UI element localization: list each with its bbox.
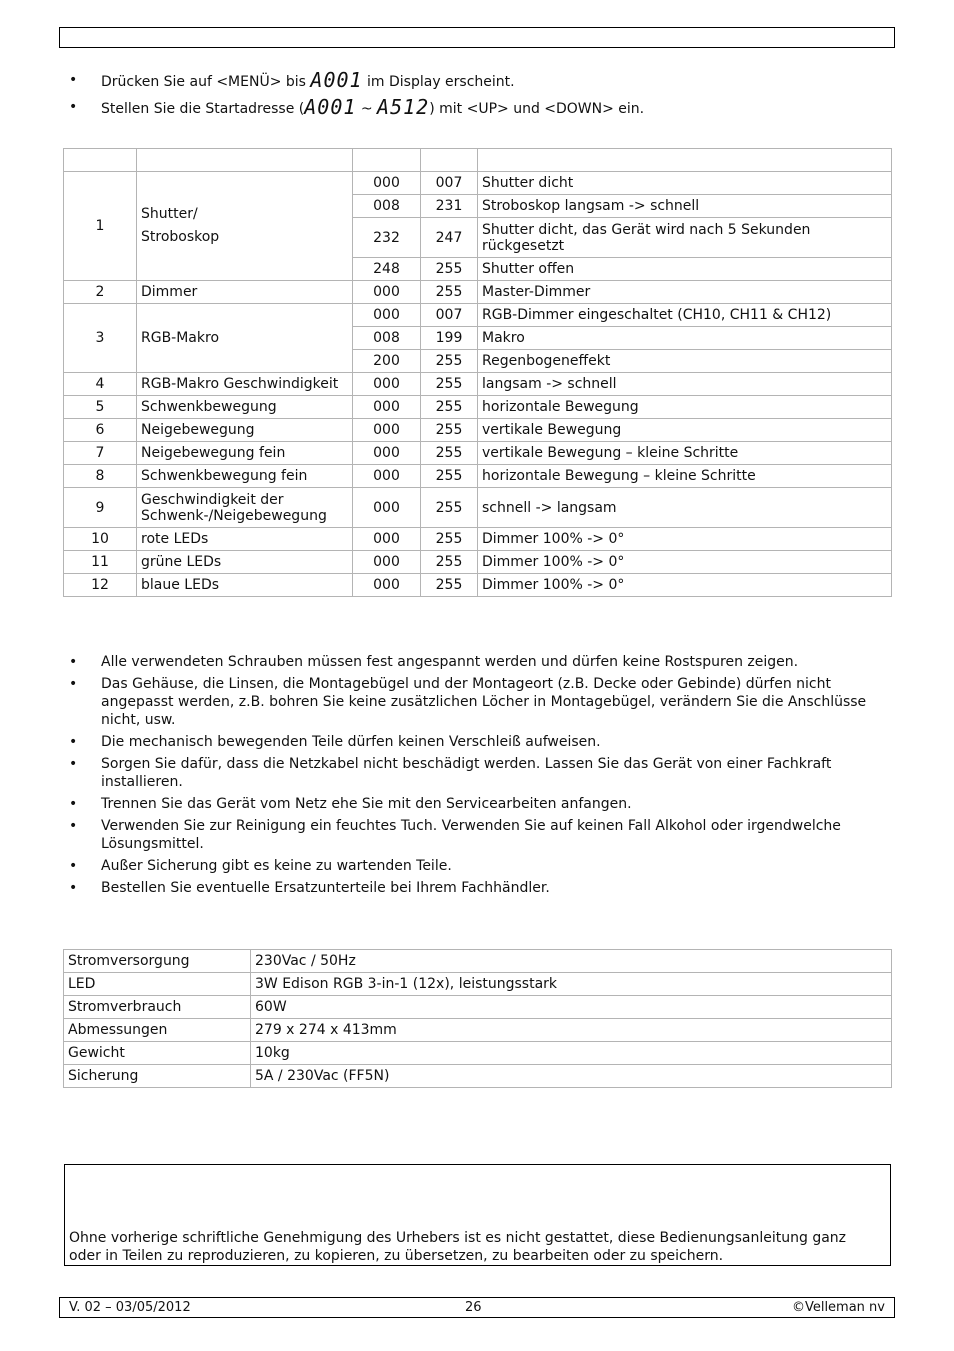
bullet-marker: • xyxy=(69,818,78,834)
range-to-cell: 255 xyxy=(421,442,478,465)
page-footer xyxy=(59,1297,895,1318)
function-cell xyxy=(137,551,353,574)
description-cell: Shutter offen xyxy=(478,258,892,281)
table-row xyxy=(64,396,892,419)
bullet-text: ) mit <UP> und <DOWN> ein. xyxy=(429,101,645,117)
function-line: Schwenkbewegung xyxy=(141,399,277,415)
list-item xyxy=(64,755,890,791)
dmx-channel-table xyxy=(63,148,892,597)
bullet-marker: • xyxy=(69,676,78,692)
range-to-cell: 199 xyxy=(421,327,478,350)
list-item xyxy=(64,817,890,853)
table-row xyxy=(64,1042,892,1065)
table-row xyxy=(64,1019,892,1042)
description-cell: langsam -> schnell xyxy=(478,373,892,396)
description-cell: Shutter dicht xyxy=(478,172,892,195)
spec-label-cell: Stromversorgung xyxy=(64,950,251,973)
description-cell: Dimmer 100% -> 0° xyxy=(478,574,892,597)
channel-number-cell: 9 xyxy=(64,488,137,528)
description-cell: RGB-Dimmer eingeschaltet (CH10, CH11 & CH12) xyxy=(478,304,892,327)
table-row xyxy=(64,996,892,1019)
spec-value-cell: 10kg xyxy=(251,1042,892,1065)
range-from-cell: 000 xyxy=(353,304,421,327)
channel-number-cell: 4 xyxy=(64,373,137,396)
range-from-cell: 000 xyxy=(353,574,421,597)
function-cell xyxy=(137,488,353,528)
function-cell xyxy=(137,281,353,304)
range-to-cell: 247 xyxy=(421,218,478,258)
function-line: Shutter/ xyxy=(141,206,198,222)
function-line: rote LEDs xyxy=(141,531,209,547)
bullet-marker: • xyxy=(69,880,78,896)
function-cell xyxy=(137,304,353,373)
spec-label-cell: Stromverbrauch xyxy=(64,996,251,1019)
description-cell: schnell -> langsam xyxy=(478,488,892,528)
maintenance-bullet-list xyxy=(64,653,890,901)
range-to-cell: 007 xyxy=(421,304,478,327)
bullet-text: Stellen Sie die Startadresse ( xyxy=(101,101,305,117)
spec-label-cell: Abmessungen xyxy=(64,1019,251,1042)
lcd-display-text: A001 xyxy=(304,95,357,119)
bullet-marker: • xyxy=(69,796,78,812)
range-from-cell: 000 xyxy=(353,488,421,528)
list-item xyxy=(64,675,890,729)
bullet-marker: • xyxy=(69,72,78,88)
bullet-text: Trennen Sie das Gerät vom Netz ehe Sie mit den Servicearbeiten anfangen. xyxy=(101,796,632,812)
copyright-box xyxy=(64,1164,891,1266)
channel-number-cell: 3 xyxy=(64,304,137,373)
range-to-cell: 255 xyxy=(421,350,478,373)
function-line: Schwenkbewegung fein xyxy=(141,468,308,484)
table-row xyxy=(64,973,892,996)
intro-bullet-list xyxy=(64,68,884,119)
range-from-cell: 008 xyxy=(353,327,421,350)
description-cell: Makro xyxy=(478,327,892,350)
table-row xyxy=(64,950,892,973)
footer-page-number: 26 xyxy=(465,1300,482,1315)
table-row xyxy=(64,551,892,574)
spec-label-cell: Sicherung xyxy=(64,1065,251,1088)
bullet-text: Sorgen Sie dafür, dass die Netzkabel nicht beschädigt werden. Lassen Sie das Gerät von einer Fachkraft installieren. xyxy=(101,756,832,790)
footer-version: V. 02 – 03/05/2012 xyxy=(69,1300,191,1315)
range-to-cell: 231 xyxy=(421,195,478,218)
function-line: Neigebewegung fein xyxy=(141,445,286,461)
bullet-marker: • xyxy=(69,858,78,874)
spec-value-cell: 3W Edison RGB 3-in-1 (12x), leistungsstark xyxy=(251,973,892,996)
bullet-text: ~ xyxy=(356,101,378,117)
bullet-text: Außer Sicherung gibt es keine zu wartenden Teile. xyxy=(101,858,452,874)
channel-number-cell: 11 xyxy=(64,551,137,574)
range-from-cell: 200 xyxy=(353,350,421,373)
function-cell xyxy=(137,373,353,396)
header-cell xyxy=(353,149,421,172)
specs-table-body xyxy=(64,950,892,1088)
bullet-marker: • xyxy=(69,99,78,115)
function-cell xyxy=(137,465,353,488)
range-to-cell: 255 xyxy=(421,258,478,281)
table-row xyxy=(64,488,892,528)
range-from-cell: 232 xyxy=(353,218,421,258)
function-line: Neigebewegung xyxy=(141,422,255,438)
function-line: grüne LEDs xyxy=(141,554,222,570)
bullet-marker: • xyxy=(69,734,78,750)
range-from-cell: 000 xyxy=(353,373,421,396)
bullet-text: Die mechanisch bewegenden Teile dürfen keinen Verschleiß aufweisen. xyxy=(101,734,601,750)
function-line: Dimmer xyxy=(141,284,198,300)
bullet-text: Alle verwendeten Schrauben müssen fest angespannt werden und dürfen keine Rostspuren zeigen. xyxy=(101,654,799,670)
lcd-display-text: A512 xyxy=(377,95,430,119)
channel-number-cell: 8 xyxy=(64,465,137,488)
range-from-cell: 000 xyxy=(353,465,421,488)
function-line: Schwenk-/Neigebewegung xyxy=(141,507,327,524)
table-row xyxy=(64,528,892,551)
list-item xyxy=(64,879,890,897)
bullet-text: Verwenden Sie zur Reinigung ein feuchtes Tuch. Verwenden Sie auf keinen Fall Alkohol oder irgendwelche Lösungsmittel. xyxy=(101,818,841,852)
list-item xyxy=(64,733,890,751)
function-cell xyxy=(137,172,353,281)
table-row xyxy=(64,172,892,195)
spec-value-cell: 279 x 274 x 413mm xyxy=(251,1019,892,1042)
function-cell xyxy=(137,528,353,551)
function-cell xyxy=(137,419,353,442)
description-cell: horizontale Bewegung xyxy=(478,396,892,419)
dmx-table-body xyxy=(64,149,892,597)
table-row xyxy=(64,465,892,488)
channel-number-cell: 7 xyxy=(64,442,137,465)
table-row xyxy=(64,304,892,327)
range-from-cell: 000 xyxy=(353,281,421,304)
bullet-marker: • xyxy=(69,654,78,670)
range-to-cell: 255 xyxy=(421,551,478,574)
range-to-cell: 255 xyxy=(421,528,478,551)
table-row xyxy=(64,373,892,396)
list-item xyxy=(64,857,890,875)
range-to-cell: 255 xyxy=(421,574,478,597)
footer-company: ©Velleman nv xyxy=(791,1300,885,1315)
function-cell xyxy=(137,574,353,597)
table-row xyxy=(64,1065,892,1088)
description-cell: vertikale Bewegung xyxy=(478,419,892,442)
channel-number-cell: 12 xyxy=(64,574,137,597)
spec-value-cell: 60W xyxy=(251,996,892,1019)
spec-value-cell: 5A / 230Vac (FF5N) xyxy=(251,1065,892,1088)
intro-bullet-menu xyxy=(64,68,884,98)
range-from-cell: 000 xyxy=(353,419,421,442)
specs-table xyxy=(63,949,892,1088)
function-cell xyxy=(137,442,353,465)
channel-number-cell: 10 xyxy=(64,528,137,551)
range-from-cell: 000 xyxy=(353,172,421,195)
list-item xyxy=(64,795,890,813)
bullet-text: im Display erscheint. xyxy=(362,74,515,90)
header-cell xyxy=(64,149,137,172)
table-row xyxy=(64,574,892,597)
bullet-marker: • xyxy=(69,756,78,772)
description-cell: Dimmer 100% -> 0° xyxy=(478,551,892,574)
list-item xyxy=(64,653,890,671)
range-to-cell: 255 xyxy=(421,488,478,528)
range-from-cell: 000 xyxy=(353,528,421,551)
function-line: blaue LEDs xyxy=(141,577,220,593)
lcd-display-text: A001 xyxy=(310,68,363,92)
header-cell xyxy=(478,149,892,172)
description-cell: vertikale Bewegung – kleine Schritte xyxy=(478,442,892,465)
channel-number-cell: 1 xyxy=(64,172,137,281)
range-to-cell: 255 xyxy=(421,419,478,442)
channel-number-cell: 6 xyxy=(64,419,137,442)
table-row xyxy=(64,149,892,172)
spec-label-cell: LED xyxy=(64,973,251,996)
function-cell xyxy=(137,396,353,419)
channel-number-cell: 5 xyxy=(64,396,137,419)
function-line: Stroboskop xyxy=(141,229,220,245)
description-cell: horizontale Bewegung – kleine Schritte xyxy=(478,465,892,488)
bullet-text: Bestellen Sie eventuelle Ersatzunterteile bei Ihrem Fachhändler. xyxy=(101,880,550,896)
bullet-text: Drücken Sie auf <MENÜ> bis xyxy=(101,74,311,90)
range-to-cell: 255 xyxy=(421,373,478,396)
range-to-cell: 255 xyxy=(421,281,478,304)
bullet-text: Das Gehäuse, die Linsen, die Montagebügel und der Montageort (z.B. Decke oder Gebinde) dürfen nicht angepasst werden, z.B. bohren Sie keine zusätzlichen Löcher in Montagebügel, verändern Sie die Anschlüsse nicht, usw. xyxy=(101,676,867,728)
table-row xyxy=(64,281,892,304)
range-from-cell: 000 xyxy=(353,551,421,574)
table-row xyxy=(64,442,892,465)
channel-number-cell: 2 xyxy=(64,281,137,304)
function-line: Geschwindigkeit der xyxy=(141,491,284,508)
spec-value-cell: 230Vac / 50Hz xyxy=(251,950,892,973)
range-to-cell: 007 xyxy=(421,172,478,195)
header-cell xyxy=(137,149,353,172)
copyright-text: Ohne vorherige schriftliche Genehmigung des Urhebers ist es nicht gestattet, diese Bedienungsanleitung ganz oder in Teilen zu reproduzieren, zu kopieren, zu übersetzen, zu bearbeiten oder zu speichern. xyxy=(69,1230,847,1264)
range-from-cell: 000 xyxy=(353,442,421,465)
function-line: RGB-Makro xyxy=(141,330,220,346)
function-line: RGB-Makro Geschwindigkeit xyxy=(141,376,339,392)
description-cell: Dimmer 100% -> 0° xyxy=(478,528,892,551)
range-to-cell: 255 xyxy=(421,396,478,419)
intro-bullet-start-address xyxy=(64,95,884,119)
description-cell: Regenbogeneffekt xyxy=(478,350,892,373)
description-cell: Shutter dicht, das Gerät wird nach 5 Sekunden rückgesetzt xyxy=(478,218,892,258)
spec-label-cell: Gewicht xyxy=(64,1042,251,1065)
header-cell xyxy=(421,149,478,172)
table-row xyxy=(64,419,892,442)
range-from-cell: 008 xyxy=(353,195,421,218)
range-to-cell: 255 xyxy=(421,465,478,488)
description-cell: Master-Dimmer xyxy=(478,281,892,304)
range-from-cell: 248 xyxy=(353,258,421,281)
range-from-cell: 000 xyxy=(353,396,421,419)
page-header-box xyxy=(59,27,895,48)
description-cell: Stroboskop langsam -> schnell xyxy=(478,195,892,218)
